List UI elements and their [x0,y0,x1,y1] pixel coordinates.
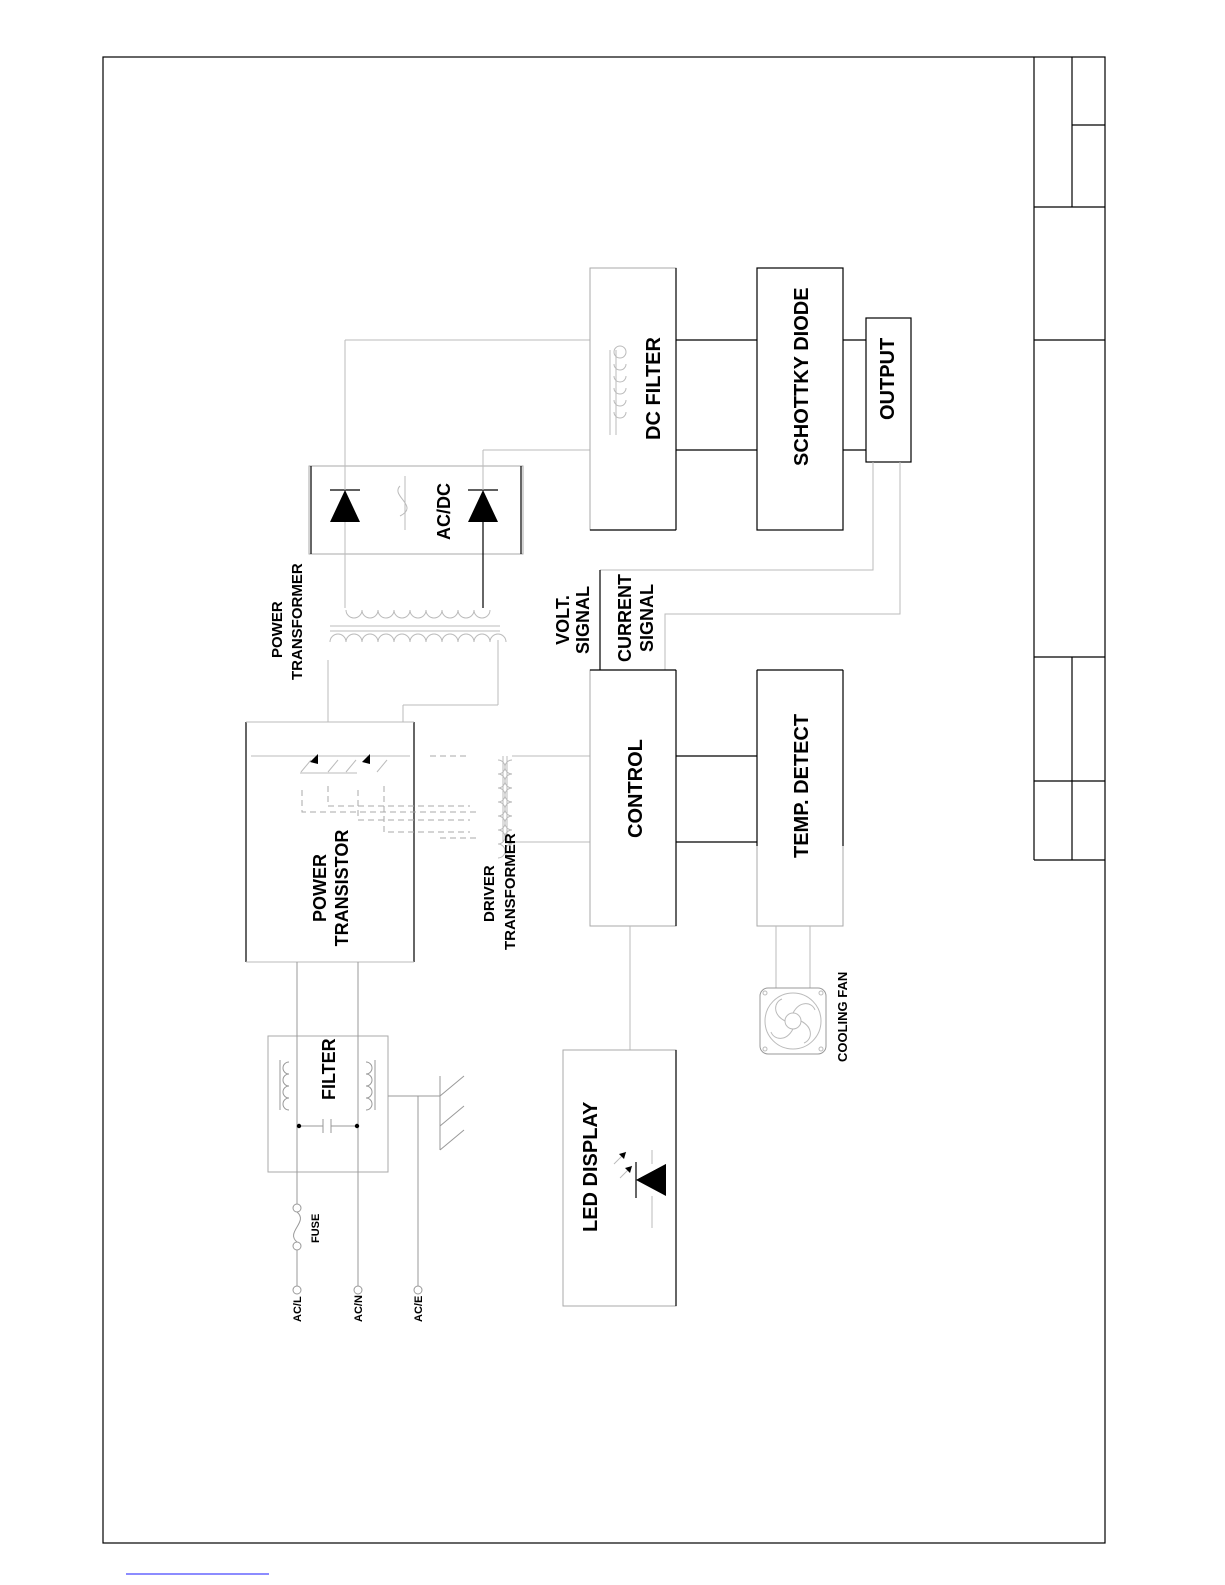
led-display-block [563,1050,676,1306]
ac-e-terminal [414,1286,422,1294]
schottky-diode-label: SCHOTTKY DIODE [791,287,813,466]
power-transistor-label-1: POWER [310,853,330,923]
schottky-diode-block [757,268,843,530]
volt-signal-label-2: SIGNAL [573,585,593,655]
output-label: OUTPUT [877,337,899,420]
ac-l-label: AC/L [292,1296,304,1322]
cooling-fan-icon [760,988,826,1054]
output-block [843,318,911,462]
ac-e-label: AC/E [413,1295,425,1322]
control-label: CONTROL [625,739,647,838]
ac-n-terminal [354,1286,362,1294]
current-signal-label-2: SIGNAL [637,583,657,653]
title-block [1034,57,1105,860]
fuse-label: FUSE [310,1213,322,1243]
temp-detect-label: TEMP. DETECT [791,713,813,858]
power-transformer-label-1: POWER [269,601,286,658]
ac-dc-block [309,340,523,608]
driver-transformer [481,756,590,950]
ac-n-label: AC/N [353,1295,365,1322]
ac-dc-label: AC/DC [434,483,454,540]
control-block [590,670,676,926]
fuse-icon [294,1212,301,1242]
current-signal-label-1: CURRENT [615,574,635,662]
power-transistor-block [246,640,498,968]
power-transistor-label-2: TRANSISTOR [332,829,352,947]
fuse-terminal-low [293,1242,301,1250]
temp-detect-block [757,670,843,926]
feedback-signals [553,570,657,670]
dc-filter-block [590,268,676,530]
dc-filter-label: DC FILTER [643,337,665,440]
driver-transformer-label-2: TRANSFORMER [502,833,519,950]
power-transformer-label-2: TRANSFORMER [289,563,306,680]
cooling-fan-label: COOLING FAN [835,971,850,1062]
filter-label: FILTER [319,1038,339,1100]
power-transformer [269,563,506,680]
led-display-label: LED DISPLAY [580,1101,602,1232]
filter-block [268,968,464,1173]
ac-l-terminal [293,1286,301,1294]
fuse-terminal-high [293,1204,301,1212]
driver-transformer-label-1: DRIVER [481,865,498,922]
volt-signal-label-1: VOLT. [553,595,573,645]
